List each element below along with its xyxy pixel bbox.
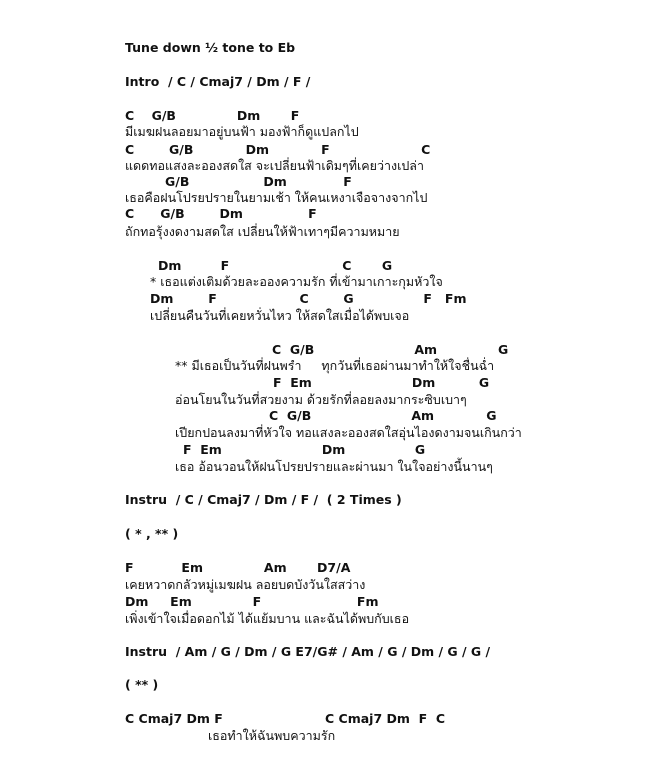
chord-line: G/B Dm F bbox=[165, 174, 352, 189]
chord-line: Dm Em F Fm bbox=[125, 594, 379, 609]
repeat-marker: ( * , ** ) bbox=[125, 526, 179, 541]
chord-line: C Cmaj7 Dm F C bbox=[325, 711, 446, 726]
chord-line: C G/B Am G bbox=[272, 342, 509, 357]
chord-line: Dm F C G bbox=[158, 258, 393, 273]
instrumental-line: Instru / Am / G / Dm / G E7/G# / Am / G / Dm / G / G / bbox=[125, 644, 491, 659]
chord-line: F Em Am D7/A bbox=[125, 560, 351, 575]
chord-line: C G/B Am G bbox=[269, 408, 497, 423]
lyric-line: แดดทอแสงละอองสดใส จะเปลี่ยนฟ้าเดิมๆที่เคยว่างเปล่า bbox=[125, 158, 424, 173]
chord-line: C Cmaj7 Dm F bbox=[125, 711, 223, 726]
lyric-line: มีเมฆฝนลอยมาอยู่บนฟ้า มองฟ้าก็ดูแปลกไป bbox=[125, 124, 359, 139]
chord-line: F Em Dm G bbox=[183, 442, 426, 457]
instrumental-line: Instru / C / Cmaj7 / Dm / F / ( 2 Times ) bbox=[125, 492, 402, 507]
lyric-line: เธอคือฝนโปรยปรายในยามเช้า ให้คนเหงาเจือจางจากไป bbox=[125, 190, 428, 205]
chord-line: Dm F C G F Fm bbox=[150, 291, 467, 306]
lyric-line: อ่อนโยนในวันที่สวยงาม ด้วยรักที่ลอยลงมากระซิบเบาๆ bbox=[175, 392, 467, 407]
lyric-line: เพิ่งเข้าใจเมื่อดอกไม้ ได้แย้มบาน และฉันได้พบกับเธอ bbox=[125, 611, 410, 626]
chord-line: C G/B Dm F bbox=[125, 206, 317, 221]
lyric-line: * เธอแต่งเติมด้วยละอองความรัก ที่เข้ามาเกาะกุมหัวใจ bbox=[150, 274, 443, 289]
intro-line: Intro / C / Cmaj7 / Dm / F / bbox=[125, 74, 311, 89]
chord-line: C G/B Dm F C bbox=[125, 142, 431, 157]
lyric-line: เธอ อ้อนวอนให้ฝนโปรยปรายและผ่านมา ในใจอย่างนี้นานๆ bbox=[175, 459, 493, 474]
lyric-line: เปียกปอนลงมาที่หัวใจ ทอแสงละอองสดใสอุ่นไองดงามจนเกินกว่า bbox=[175, 425, 522, 440]
tuning-note: Tune down ½ tone to Eb bbox=[125, 40, 296, 55]
lyric-line: เปลี่ยนคืนวันที่เคยหวั่นไหว ให้สดใสเมื่อได้พบเจอ bbox=[150, 308, 410, 323]
repeat-marker: ( ** ) bbox=[125, 677, 159, 692]
lyric-line: เธอทำให้ฉันพบความรัก bbox=[208, 728, 336, 743]
chord-line: C G/B Dm F bbox=[125, 108, 300, 123]
lyric-line: ถักทอรุ้งงดงามสดใส เปลี่ยนให้ฟ้าเทาๆมีความหมาย bbox=[125, 224, 400, 239]
lyric-line: เคยหวาดกลัวหมู่เมฆฝน ลอยบดบังวันใสสว่าง bbox=[125, 577, 366, 592]
chord-line: F Em Dm G bbox=[273, 375, 490, 390]
lyric-line: ** มีเธอเป็นวันที่ฝนพรำ ทุกวันที่เธอผ่านมาทำให้ใจชื่นฉ่ำ bbox=[175, 358, 495, 373]
